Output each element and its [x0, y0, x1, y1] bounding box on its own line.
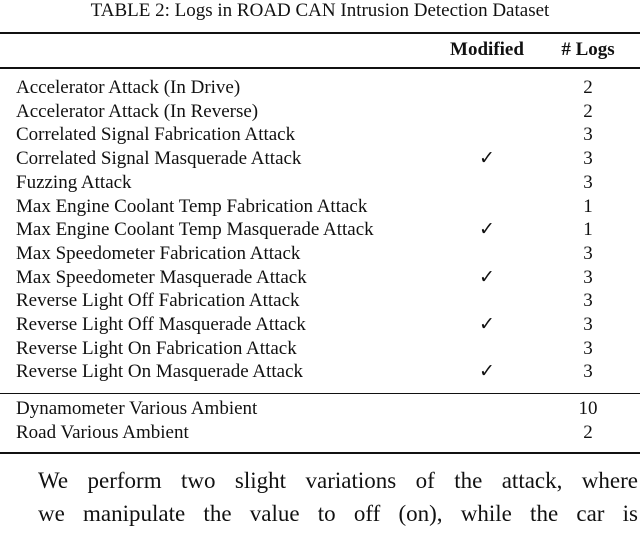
- modified-check: ✓: [479, 361, 495, 383]
- table-row: [0, 397, 640, 421]
- log-count: 1: [583, 219, 593, 241]
- row-name: Max Engine Coolant Temp Masquerade Attack: [16, 219, 374, 241]
- modified-check: ✓: [479, 266, 495, 288]
- table-row: [0, 289, 640, 313]
- row-name: Accelerator Attack (In Reverse): [16, 100, 259, 122]
- log-count: 2: [583, 100, 593, 122]
- header-row: [0, 38, 640, 62]
- log-count: 3: [583, 337, 593, 359]
- table-row: [0, 171, 640, 195]
- bottom-rule: [0, 452, 640, 454]
- paragraph-line: We perform two slight variations of the attack, where: [38, 468, 638, 493]
- row-name: Correlated Signal Masquerade Attack: [16, 148, 302, 170]
- log-count: 3: [583, 124, 593, 146]
- table-row: [0, 337, 640, 361]
- table-row: [0, 242, 640, 266]
- row-name: Dynamometer Various Ambient: [16, 398, 258, 419]
- log-count: 1: [583, 195, 593, 217]
- modified-check: ✓: [479, 148, 495, 170]
- table-row: [0, 147, 640, 171]
- table-row: [0, 123, 640, 147]
- log-count: 2: [583, 421, 593, 443]
- body-paragraph: [38, 464, 638, 530]
- table-row: [0, 360, 640, 384]
- row-name: Accelerator Attack (In Drive): [16, 77, 241, 98]
- log-count: 3: [583, 314, 593, 335]
- table-row: [0, 76, 640, 100]
- table-caption: TABLE 2: Logs in ROAD CAN Intrusion Detection Dataset: [90, 0, 550, 21]
- modified-check: ✓: [479, 219, 495, 241]
- row-name: Correlated Signal Fabrication Attack: [16, 124, 296, 146]
- log-count: 2: [583, 77, 593, 98]
- row-name: Reverse Light Off Masquerade Attack: [16, 314, 306, 335]
- row-name: Road Various Ambient: [16, 421, 189, 443]
- row-name: Reverse Light Off Fabrication Attack: [16, 290, 300, 312]
- row-name: Reverse Light On Masquerade Attack: [16, 361, 304, 383]
- log-count: 3: [583, 361, 593, 383]
- log-count: 3: [583, 148, 593, 170]
- table-row: [0, 313, 640, 337]
- log-count: 3: [583, 242, 593, 264]
- top-rule: [0, 32, 640, 34]
- header-rule: [0, 67, 640, 69]
- row-name: Max Speedometer Masquerade Attack: [16, 266, 307, 288]
- row-name: Reverse Light On Fabrication Attack: [16, 337, 297, 359]
- table-row: [0, 218, 640, 242]
- log-count: 3: [583, 290, 593, 312]
- table-row: [0, 421, 640, 445]
- row-name: Max Speedometer Fabrication Attack: [16, 242, 301, 264]
- modified-check: ✓: [479, 314, 495, 335]
- table-row: [0, 266, 640, 290]
- header-modified: Modified: [450, 39, 524, 60]
- table-row: [0, 195, 640, 219]
- header-logs: # Logs: [561, 39, 615, 60]
- log-count: 3: [583, 171, 593, 193]
- paragraph-line: we manipulate the value to off (on), while the car is: [38, 501, 638, 526]
- row-name: Max Engine Coolant Temp Fabrication Attack: [16, 195, 368, 217]
- log-count: 3: [583, 266, 593, 288]
- log-count: 10: [578, 398, 598, 419]
- mid-rule: [0, 393, 640, 394]
- table-row: [0, 100, 640, 124]
- row-name: Fuzzing Attack: [16, 171, 132, 193]
